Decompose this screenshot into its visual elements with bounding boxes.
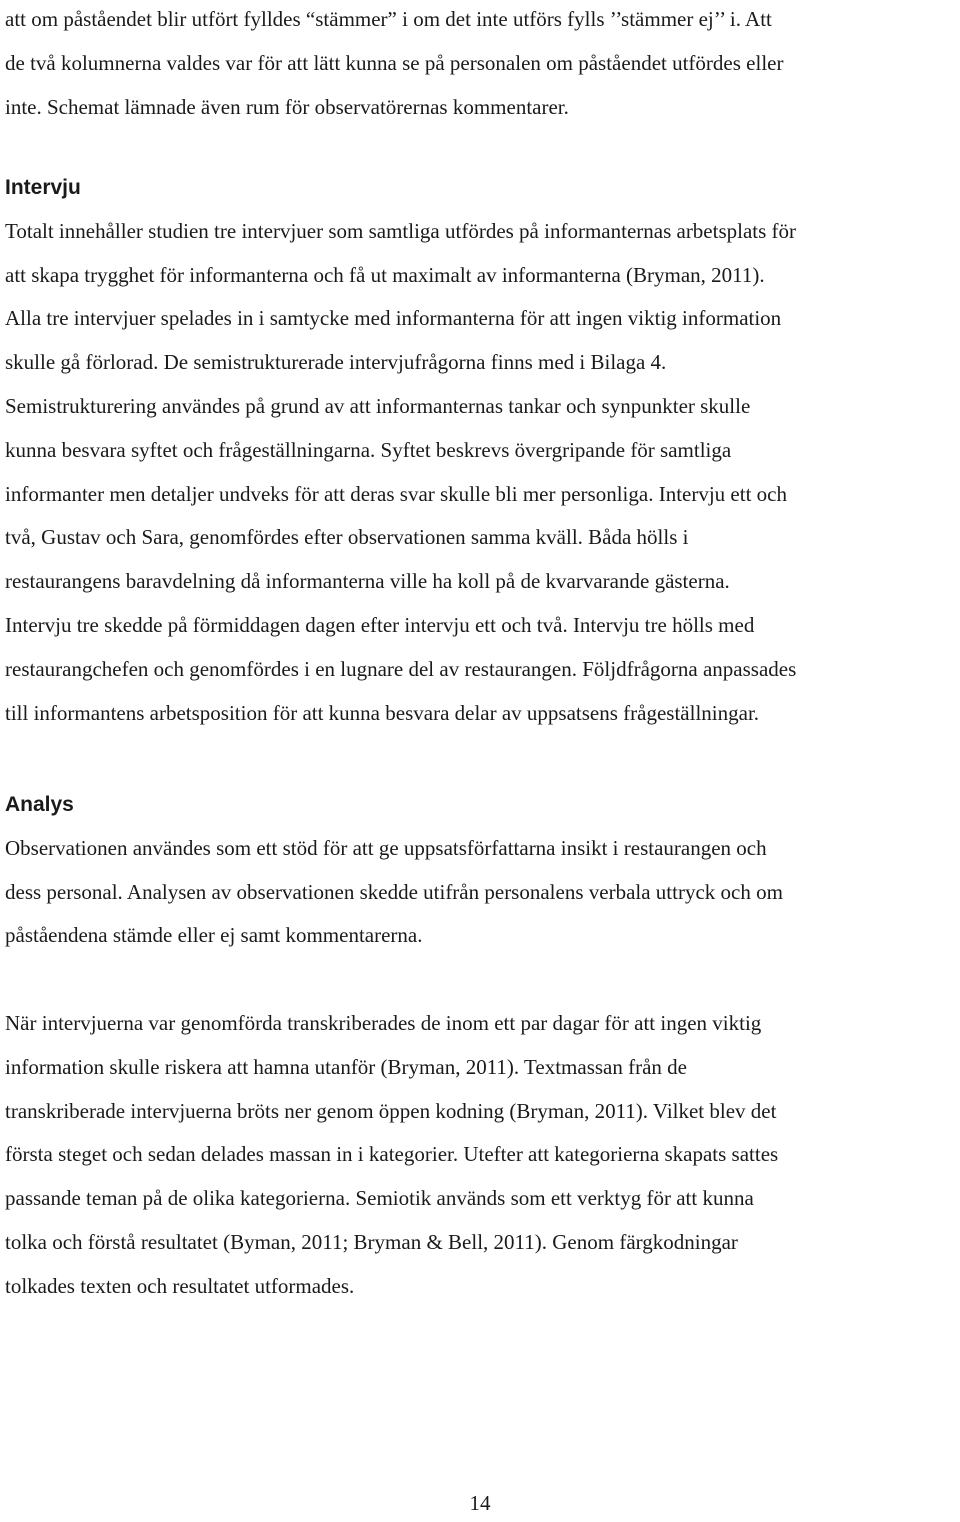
text-line: inte. Schemat lämnade även rum för observatörernas kommentarer. — [5, 94, 569, 119]
text-line: tolka och förstå resultatet (Byman, 2011; Bryman & Bell, 2011). Genom färgkodningar — [5, 1229, 738, 1254]
text-line: information skulle riskera att hamna utanför (Bryman, 2011). Textmassan från de — [5, 1054, 687, 1079]
transkribering-paragraph — [5, 1002, 778, 1309]
text-line: till informantens arbetsposition för att kunna besvara delar av uppsatsens frågeställningar. — [5, 700, 760, 725]
text-line: dess personal. Analysen av observationen skedde utifrån personalens verbala uttryck och om — [5, 879, 783, 904]
text-line: Semistrukturering användes på grund av att informanternas tankar och synpunkter skulle — [5, 393, 751, 418]
text-line: skulle gå förlorad. De semistrukturerade intervjufrågorna finns med i Bilaga 4. — [5, 350, 667, 375]
text-line: När intervjuerna var genomförda transkriberades de inom ett par dagar för att ingen viktig — [5, 1011, 762, 1035]
text-line: Alla tre intervjuer spelades in i samtycke med informanterna för att ingen viktig information — [5, 306, 782, 331]
intro-paragraph — [5, 0, 783, 129]
text-line: informanter men detaljer undveks för att deras svar skulle bli mer personliga. Intervju ett och — [5, 481, 787, 506]
text-line: första steget och sedan delades massan in i kategorier. Utefter att kategorierna skapats sattes — [5, 1142, 779, 1167]
transkribering-section — [5, 1002, 778, 1309]
intro-paragraph-block — [5, 0, 783, 129]
intervju-paragraph — [5, 210, 796, 736]
intervju-section — [5, 166, 796, 735]
text-line: Totalt innehåller studien tre intervjuer som samtliga utfördes på informanternas arbetsplats för — [5, 218, 797, 243]
text-line: restaurangens baravdelning då informanterna ville ha koll på de kvarvarande gästerna. — [5, 569, 730, 594]
text-line: Intervju tre skedde på förmiddagen dagen efter intervju ett och två. Intervju tre hölls med — [5, 612, 755, 637]
text-line: de två kolumnerna valdes var för att lätt kunna se på personalen om påståendet utfördes eller — [5, 50, 784, 75]
text-line: påståendena stämde eller ej samt kommentarerna. — [5, 923, 423, 948]
analys-section — [5, 783, 783, 958]
text-line: Observationen användes som ett stöd för att ge uppsatsförfattarna insikt i restaurangen och — [5, 835, 767, 860]
text-line: transkriberade intervjuerna bröts ner genom öppen kodning (Bryman, 2011). Vilket blev det — [5, 1098, 777, 1123]
text-line: två, Gustav och Sara, genomfördes efter observationen samma kväll. Båda hölls i — [5, 525, 689, 550]
text-line: kunna besvara syftet och frågeställningarna. Syftet beskrevs övergripande för samtliga — [5, 437, 732, 462]
text-line: att om påståendet blir utfört fylldes “stämmer” i om det inte utförs fylls ’’stämmer ej’’ i. Att — [5, 7, 772, 31]
text-line: tolkades texten och resultatet utformades. — [5, 1273, 355, 1298]
text-line: restaurangchefen och genomfördes i en lugnare del av restaurangen. Följdfrågorna anpassades — [5, 656, 797, 681]
text-line: passande teman på de olika kategorierna. Semiotik används som ett verktyg för att kunna — [5, 1186, 754, 1211]
text-line: att skapa trygghet för informanterna och få ut maximalt av informanterna (Bryman, 2011). — [5, 262, 765, 287]
section-heading-analys: Analys — [5, 793, 74, 816]
analys-paragraph — [5, 827, 783, 958]
section-heading-intervju: Intervju — [5, 176, 81, 199]
page-number: 14 — [469, 1491, 491, 1515]
